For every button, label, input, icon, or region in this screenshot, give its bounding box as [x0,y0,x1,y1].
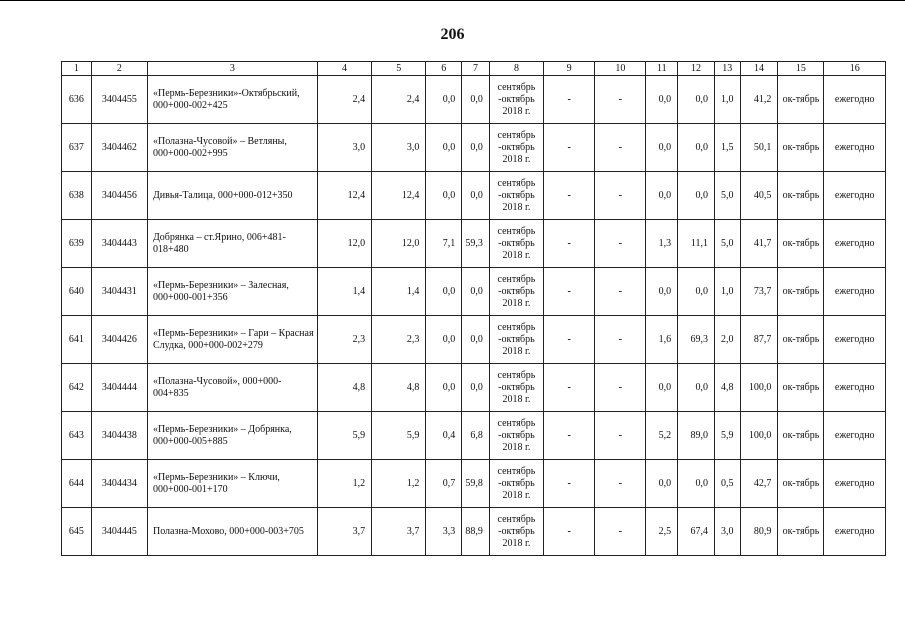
month-value-cell: ок-тябрь [778,364,824,412]
col-14-value-cell: 41,7 [740,220,778,268]
frequency-value-cell: ежегодно [824,172,886,220]
length-checked-cell: 3,7 [372,508,426,556]
col-14-value-cell: 41,2 [740,76,778,124]
length-checked-cell: 12,4 [372,172,426,220]
length-total-cell: 3,0 [317,124,371,172]
road-id-cell: 3404431 [91,268,147,316]
col-13-value-cell: 0,5 [714,460,740,508]
road-name-cell: «Пермь-Березники»-Октябрьский, 000+000-002+425 [147,76,317,124]
table-row [62,172,886,220]
length-checked-cell: 2,3 [372,316,426,364]
road-id-cell: 3404426 [91,316,147,364]
col-10-value-cell: - [595,412,646,460]
defect-length-cell: 0,4 [426,412,462,460]
inspection-period-cell: сентябрь -октябрь 2018 г. [489,412,543,460]
column-header: 5 [372,62,426,76]
inspection-period-cell: сентябрь -октябрь 2018 г. [489,364,543,412]
row-number-cell: 645 [62,508,92,556]
col-10-value-cell: - [595,364,646,412]
column-header: 12 [678,62,715,76]
row-number-cell: 636 [62,76,92,124]
table-row [62,508,886,556]
col-13-value-cell: 3,0 [714,508,740,556]
col-11-value-cell: 0,0 [646,76,678,124]
defect-length-cell: 7,1 [426,220,462,268]
month-value-cell: ок-тябрь [778,76,824,124]
col-13-value-cell: 2,0 [714,316,740,364]
length-checked-cell: 4,8 [372,364,426,412]
defect-percent-cell: 0,0 [462,364,490,412]
col-13-value-cell: 5,0 [714,172,740,220]
col-13-value-cell: 1,5 [714,124,740,172]
col-12-value-cell: 0,0 [678,124,715,172]
defect-length-cell: 0,0 [426,316,462,364]
defect-length-cell: 0,0 [426,172,462,220]
road-id-cell: 3404445 [91,508,147,556]
col-11-value-cell: 0,0 [646,364,678,412]
length-checked-cell: 1,4 [372,268,426,316]
row-number-cell: 638 [62,172,92,220]
col-14-value-cell: 100,0 [740,364,778,412]
col-9-value-cell: - [544,316,595,364]
col-10-value-cell: - [595,508,646,556]
length-total-cell: 2,4 [317,76,371,124]
defect-length-cell: 0,7 [426,460,462,508]
col-11-value-cell: 1,6 [646,316,678,364]
road-id-cell: 3404444 [91,364,147,412]
defect-length-cell: 0,0 [426,124,462,172]
frequency-value-cell: ежегодно [824,76,886,124]
length-total-cell: 12,0 [317,220,371,268]
col-12-value-cell: 0,0 [678,460,715,508]
col-9-value-cell: - [544,412,595,460]
col-12-value-cell: 89,0 [678,412,715,460]
table-row [62,412,886,460]
month-value-cell: ок-тябрь [778,316,824,364]
col-10-value-cell: - [595,172,646,220]
col-9-value-cell: - [544,220,595,268]
col-12-value-cell: 0,0 [678,268,715,316]
inspection-period-cell: сентябрь -октябрь 2018 г. [489,76,543,124]
column-header: 2 [91,62,147,76]
road-name-cell: «Пермь-Березники» – Добрянка, 000+000-005+885 [147,412,317,460]
col-9-value-cell: - [544,460,595,508]
defect-percent-cell: 0,0 [462,124,490,172]
defect-percent-cell: 0,0 [462,172,490,220]
col-13-value-cell: 5,0 [714,220,740,268]
length-checked-cell: 12,0 [372,220,426,268]
col-14-value-cell: 87,7 [740,316,778,364]
inspection-period-cell: сентябрь -октябрь 2018 г. [489,268,543,316]
table-row [62,124,886,172]
col-12-value-cell: 0,0 [678,364,715,412]
column-header: 4 [317,62,371,76]
inspection-period-cell: сентябрь -октябрь 2018 г. [489,220,543,268]
defect-percent-cell: 0,0 [462,316,490,364]
column-header: 7 [462,62,490,76]
col-9-value-cell: - [544,364,595,412]
table-body [62,62,886,556]
defect-percent-cell: 88,9 [462,508,490,556]
table-row [62,316,886,364]
inspection-period-cell: сентябрь -октябрь 2018 г. [489,508,543,556]
frequency-value-cell: ежегодно [824,268,886,316]
top-border-line [0,0,905,1]
row-number-cell: 644 [62,460,92,508]
col-12-value-cell: 11,1 [678,220,715,268]
road-name-cell: Дивья-Талица, 000+000-012+350 [147,172,317,220]
table-row [62,364,886,412]
month-value-cell: ок-тябрь [778,124,824,172]
col-13-value-cell: 5,9 [714,412,740,460]
frequency-value-cell: ежегодно [824,508,886,556]
length-checked-cell: 2,4 [372,76,426,124]
col-12-value-cell: 67,4 [678,508,715,556]
column-header: 11 [646,62,678,76]
month-value-cell: ок-тябрь [778,220,824,268]
row-number-cell: 643 [62,412,92,460]
road-name-cell: Добрянка – ст.Ярино, 006+481-018+480 [147,220,317,268]
frequency-value-cell: ежегодно [824,364,886,412]
col-13-value-cell: 1,0 [714,268,740,316]
col-12-value-cell: 0,0 [678,172,715,220]
road-name-cell: Полазна-Мохово, 000+000-003+705 [147,508,317,556]
col-9-value-cell: - [544,76,595,124]
defect-length-cell: 0,0 [426,76,462,124]
frequency-value-cell: ежегодно [824,124,886,172]
inspection-period-cell: сентябрь -октябрь 2018 г. [489,124,543,172]
col-9-value-cell: - [544,124,595,172]
inspection-period-cell: сентябрь -октябрь 2018 г. [489,172,543,220]
road-id-cell: 3404456 [91,172,147,220]
frequency-value-cell: ежегодно [824,220,886,268]
col-11-value-cell: 0,0 [646,268,678,316]
col-11-value-cell: 0,0 [646,124,678,172]
road-name-cell: «Полазна-Чусовой» – Ветляны, 000+000-002+995 [147,124,317,172]
defect-percent-cell: 59,8 [462,460,490,508]
row-number-cell: 640 [62,268,92,316]
col-11-value-cell: 1,3 [646,220,678,268]
defect-percent-cell: 6,8 [462,412,490,460]
col-11-value-cell: 0,0 [646,460,678,508]
col-11-value-cell: 5,2 [646,412,678,460]
road-id-cell: 3404462 [91,124,147,172]
frequency-value-cell: ежегодно [824,460,886,508]
table-row [62,220,886,268]
road-name-cell: «Пермь-Березники» – Гари – Красная Слудка, 000+000-002+279 [147,316,317,364]
row-number-cell: 639 [62,220,92,268]
table-row [62,268,886,316]
frequency-value-cell: ежегодно [824,316,886,364]
col-10-value-cell: - [595,76,646,124]
column-header: 6 [426,62,462,76]
defect-length-cell: 0,0 [426,268,462,316]
col-14-value-cell: 50,1 [740,124,778,172]
row-number-cell: 642 [62,364,92,412]
length-total-cell: 12,4 [317,172,371,220]
road-id-cell: 3404434 [91,460,147,508]
defect-percent-cell: 59,3 [462,220,490,268]
length-checked-cell: 1,2 [372,460,426,508]
col-12-value-cell: 0,0 [678,76,715,124]
column-number-row [62,62,886,76]
col-14-value-cell: 73,7 [740,268,778,316]
column-header: 8 [489,62,543,76]
row-number-cell: 637 [62,124,92,172]
col-9-value-cell: - [544,508,595,556]
month-value-cell: ок-тябрь [778,172,824,220]
road-id-cell: 3404438 [91,412,147,460]
col-10-value-cell: - [595,220,646,268]
column-header: 1 [62,62,92,76]
col-9-value-cell: - [544,268,595,316]
page-number: 206 [440,26,465,43]
col-11-value-cell: 0,0 [646,172,678,220]
col-12-value-cell: 69,3 [678,316,715,364]
road-name-cell: «Пермь-Березники» – Ключи, 000+000-001+170 [147,460,317,508]
length-checked-cell: 3,0 [372,124,426,172]
col-13-value-cell: 1,0 [714,76,740,124]
col-14-value-cell: 100,0 [740,412,778,460]
column-header: 9 [544,62,595,76]
column-header: 15 [778,62,824,76]
month-value-cell: ок-тябрь [778,412,824,460]
column-header: 13 [714,62,740,76]
table-row [62,460,886,508]
inspection-period-cell: сентябрь -октябрь 2018 г. [489,460,543,508]
inspection-period-cell: сентябрь -октябрь 2018 г. [489,316,543,364]
column-header: 3 [147,62,317,76]
length-total-cell: 4,8 [317,364,371,412]
length-total-cell: 1,4 [317,268,371,316]
table-row [62,76,886,124]
col-13-value-cell: 4,8 [714,364,740,412]
column-header: 10 [595,62,646,76]
col-9-value-cell: - [544,172,595,220]
defect-percent-cell: 0,0 [462,268,490,316]
col-10-value-cell: - [595,460,646,508]
col-10-value-cell: - [595,124,646,172]
length-checked-cell: 5,9 [372,412,426,460]
road-name-cell: «Пермь-Березники» – Залесная, 000+000-001+356 [147,268,317,316]
column-header: 16 [824,62,886,76]
roads-register-table [61,61,886,556]
frequency-value-cell: ежегодно [824,412,886,460]
col-14-value-cell: 42,7 [740,460,778,508]
col-10-value-cell: - [595,316,646,364]
length-total-cell: 1,2 [317,460,371,508]
road-id-cell: 3404443 [91,220,147,268]
defect-length-cell: 3,3 [426,508,462,556]
col-10-value-cell: - [595,268,646,316]
length-total-cell: 5,9 [317,412,371,460]
road-id-cell: 3404455 [91,76,147,124]
month-value-cell: ок-тябрь [778,268,824,316]
col-11-value-cell: 2,5 [646,508,678,556]
defect-percent-cell: 0,0 [462,76,490,124]
road-name-cell: «Полазна-Чусовой», 000+000-004+835 [147,364,317,412]
length-total-cell: 2,3 [317,316,371,364]
column-header: 14 [740,62,778,76]
month-value-cell: ок-тябрь [778,460,824,508]
length-total-cell: 3,7 [317,508,371,556]
month-value-cell: ок-тябрь [778,508,824,556]
defect-length-cell: 0,0 [426,364,462,412]
col-14-value-cell: 40,5 [740,172,778,220]
col-14-value-cell: 80,9 [740,508,778,556]
row-number-cell: 641 [62,316,92,364]
